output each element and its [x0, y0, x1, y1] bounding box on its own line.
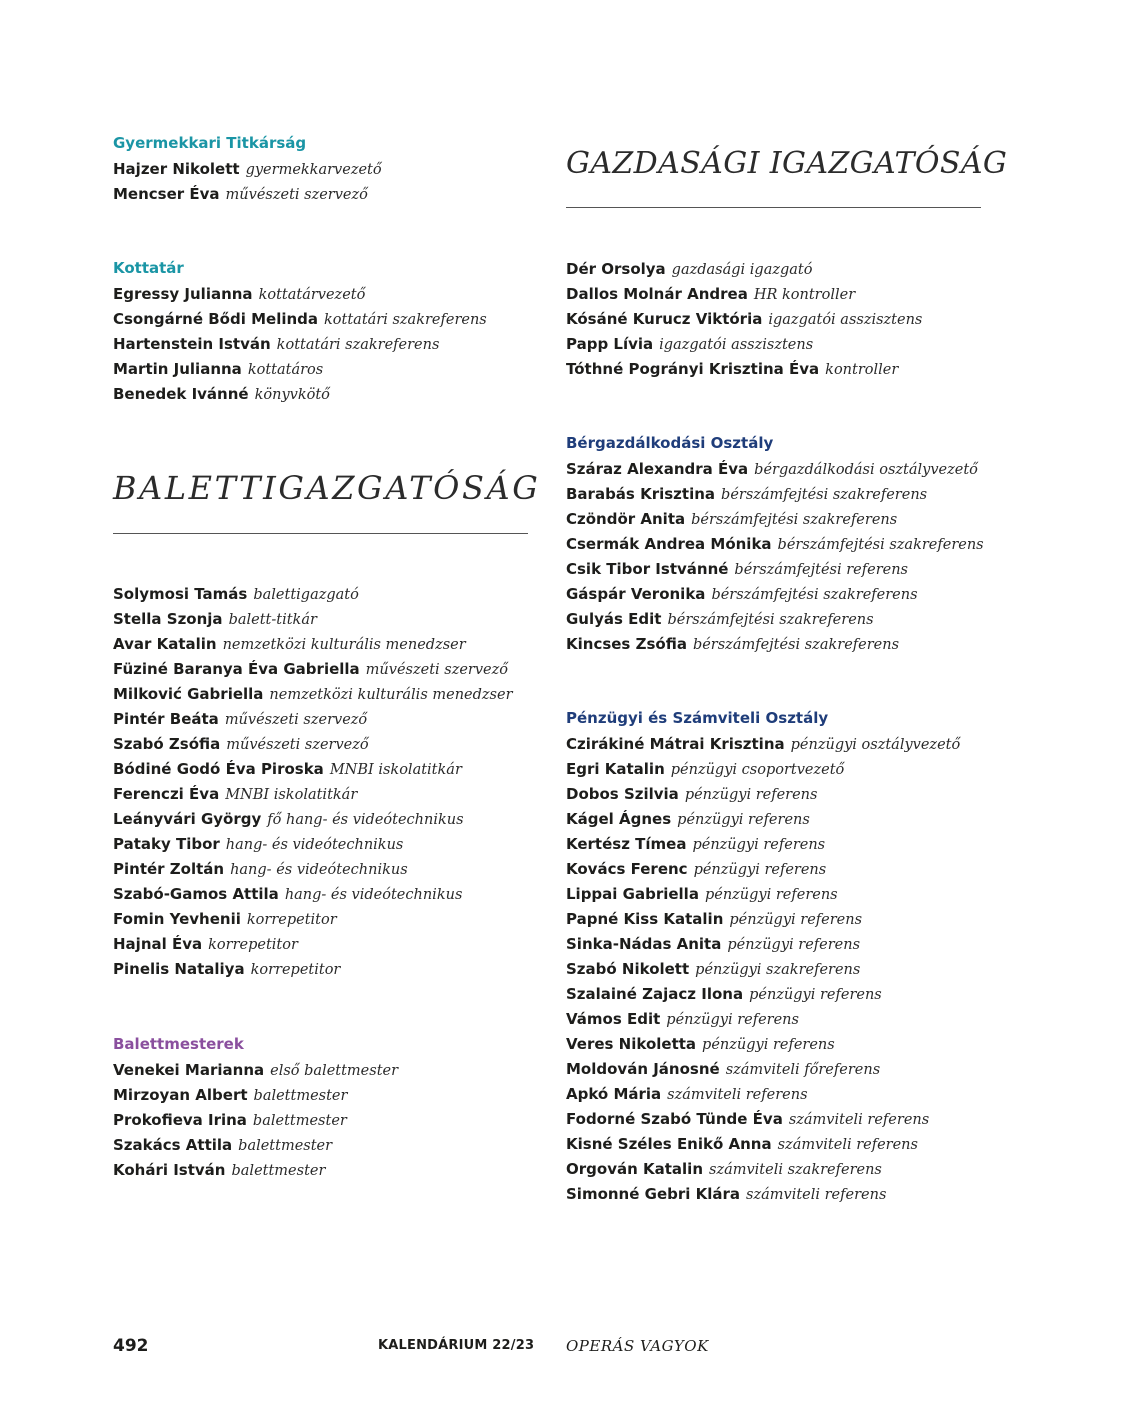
staff-name: Veres Nikoletta — [566, 1035, 697, 1053]
staff-name: Gáspár Veronika — [566, 585, 706, 603]
staff-entry — [113, 156, 533, 181]
staff-name: Kósáné Kurucz Viktória — [566, 310, 763, 328]
staff-role: bérgazdálkodási osztályvezető — [754, 462, 978, 478]
staff-entry — [113, 1107, 533, 1132]
entry-list — [113, 581, 533, 981]
section-bergazdalkodasi-osztaly — [566, 431, 986, 656]
section-heading: Kottatár — [113, 259, 184, 277]
staff-entry — [113, 656, 533, 681]
staff-name: Csongárné Bődi Melinda — [113, 310, 319, 328]
staff-role: pénzügyi referens — [692, 837, 826, 853]
staff-role: igazgatói asszisztens — [659, 337, 814, 353]
staff-entry — [113, 881, 533, 906]
staff-entry — [113, 331, 533, 356]
staff-entry — [113, 281, 533, 306]
staff-name: Kovács Ferenc — [566, 860, 688, 878]
staff-entry — [566, 756, 986, 781]
staff-entry — [113, 581, 533, 606]
staff-entry — [566, 1131, 986, 1156]
staff-name: Pinelis Nataliya — [113, 960, 245, 978]
staff-role: bérszámfejtési szakreferens — [711, 587, 918, 603]
publication-name: KALENDÁRIUM 22/23 — [378, 1338, 535, 1353]
staff-entry — [113, 831, 533, 856]
staff-role: nemzetközi kulturális menedzser — [222, 637, 466, 653]
staff-role: balett-titkár — [228, 612, 317, 628]
staff-entry — [566, 506, 986, 531]
title-divider — [566, 207, 981, 208]
staff-name: Fomin Yevhenii — [113, 910, 241, 928]
staff-name: Dér Orsolya — [566, 260, 666, 278]
staff-role: hang- és videótechnikus — [284, 887, 463, 903]
staff-role: bérszámfejtési szakreferens — [667, 612, 874, 628]
staff-role: korrepetitor — [250, 962, 341, 978]
publication-tagline: OPERÁS VAGYOK — [566, 1337, 709, 1355]
staff-entry — [113, 931, 533, 956]
staff-role: pénzügyi referens — [677, 812, 810, 828]
staff-entry — [113, 681, 533, 706]
department-title-balettigazgatosag: BALETTIGAZGATÓSÁG — [113, 469, 541, 507]
staff-entry — [113, 606, 533, 631]
staff-name: Benedek Ivánné — [113, 385, 249, 403]
staff-name: Orgován Katalin — [566, 1160, 703, 1178]
staff-name: Kisné Széles Enikő Anna — [566, 1135, 772, 1153]
staff-name: Kohári István — [113, 1161, 226, 1179]
staff-name: Simonné Gebri Klára — [566, 1185, 741, 1203]
staff-entry — [113, 906, 533, 931]
staff-role: számviteli főreferens — [725, 1062, 881, 1078]
staff-name: Czöndör Anita — [566, 510, 686, 528]
staff-role: számviteli referens — [788, 1112, 930, 1128]
staff-role: pénzügyi referens — [684, 787, 818, 803]
staff-entry — [566, 906, 986, 931]
staff-entry — [113, 756, 533, 781]
staff-role: pénzügyi referens — [702, 1037, 835, 1053]
staff-name: Vámos Edit — [566, 1010, 661, 1028]
entry-list — [113, 156, 533, 206]
staff-name: Szakács Attila — [113, 1136, 233, 1154]
staff-entry — [566, 306, 986, 331]
entry-list — [566, 731, 986, 1206]
staff-name: Szabó Zsófia — [113, 735, 221, 753]
staff-role: korrepetitor — [246, 912, 337, 928]
staff-entry — [566, 831, 986, 856]
staff-role: hang- és videótechnikus — [225, 837, 404, 853]
section-heading: Gyermekkari Titkárság — [113, 134, 307, 152]
staff-role: pénzügyi referens — [729, 912, 863, 928]
staff-name: Sinka-Nádas Anita — [566, 935, 722, 953]
staff-entry — [113, 956, 533, 981]
section-heading: Balettmesterek — [113, 1035, 244, 1053]
staff-role: balettigazgató — [253, 587, 359, 603]
staff-name: Szabó Nikolett — [566, 960, 690, 978]
staff-entry — [566, 356, 986, 381]
staff-name: Tóthné Pogrányi Krisztina Éva — [566, 360, 820, 378]
staff-entry — [566, 1106, 986, 1131]
staff-name: Papp Lívia — [566, 335, 654, 353]
staff-role: kottatári szakreferens — [276, 337, 440, 353]
staff-role: fő hang- és videótechnikus — [267, 812, 464, 828]
staff-name: Avar Katalin — [113, 635, 217, 653]
staff-name: Pataky Tibor — [113, 835, 220, 853]
department-title-gazdasagi-igazgatosag: GAZDASÁGI IGAZGATÓSÁG — [566, 146, 1008, 181]
staff-role: bérszámfejtési referens — [734, 562, 908, 578]
staff-role: kottatárvezető — [258, 287, 366, 303]
staff-role: korrepetitor — [208, 937, 298, 953]
staff-role: pénzügyi csoportvezető — [670, 762, 845, 778]
staff-role: pénzügyi referens — [666, 1012, 799, 1028]
staff-role: számviteli referens — [667, 1087, 808, 1103]
staff-entry — [566, 481, 986, 506]
staff-name: Kincses Zsófia — [566, 635, 687, 653]
staff-role: nemzetközi kulturális menedzser — [269, 687, 513, 703]
staff-name: Dallos Molnár Andrea — [566, 285, 748, 303]
staff-name: Kágel Ágnes — [566, 810, 672, 828]
section-gazdasagi-igazgatosag-staff — [566, 256, 986, 381]
staff-role: bérszámfejtési szakreferens — [692, 637, 900, 653]
staff-role: pénzügyi szakreferens — [695, 962, 861, 978]
staff-role: első balettmester — [270, 1063, 399, 1079]
staff-name: Lippai Gabriella — [566, 885, 699, 903]
staff-entry — [566, 1006, 986, 1031]
staff-name: Martin Julianna — [113, 360, 242, 378]
staff-name: Mirzoyan Albert — [113, 1086, 248, 1104]
staff-name: Stella Szonja — [113, 610, 223, 628]
page-number: 492 — [113, 1336, 149, 1356]
staff-entry — [566, 881, 986, 906]
staff-entry — [566, 531, 986, 556]
section-gyermekkari-titkarsag — [113, 131, 533, 206]
staff-name: Leányvári György — [113, 810, 262, 828]
staff-entry — [566, 806, 986, 831]
staff-entry — [113, 1132, 533, 1157]
staff-entry — [566, 256, 986, 281]
staff-entry — [113, 306, 533, 331]
staff-name: Ferenczi Éva — [113, 785, 220, 803]
staff-name: Solymosi Tamás — [113, 585, 248, 603]
staff-entry — [566, 631, 986, 656]
staff-name: Gulyás Edit — [566, 610, 662, 628]
staff-name: Milković Gabriella — [113, 685, 264, 703]
staff-entry — [566, 781, 986, 806]
staff-name: Venekei Marianna — [113, 1061, 265, 1079]
staff-name: Moldován Jánosné — [566, 1060, 720, 1078]
staff-role: pénzügyi referens — [693, 862, 827, 878]
staff-role: igazgatói asszisztens — [768, 312, 923, 328]
staff-entry — [566, 1156, 986, 1181]
staff-role: könyvkötő — [254, 387, 330, 403]
staff-role: bérszámfejtési szakreferens — [777, 537, 984, 553]
staff-role: MNBI iskolatitkár — [329, 762, 462, 778]
staff-name: Csik Tibor Istvánné — [566, 560, 729, 578]
staff-entry — [113, 706, 533, 731]
staff-role: számviteli referens — [777, 1137, 918, 1153]
staff-name: Pintér Beáta — [113, 710, 219, 728]
staff-role: számviteli referens — [746, 1187, 887, 1203]
staff-role: művészeti szervező — [225, 187, 368, 203]
staff-entry — [113, 806, 533, 831]
staff-name: Száraz Alexandra Éva — [566, 460, 749, 478]
staff-role: bérszámfejtési szakreferens — [721, 487, 928, 503]
staff-name: Barabás Krisztina — [566, 485, 716, 503]
staff-entry — [566, 981, 986, 1006]
staff-entry — [566, 281, 986, 306]
staff-entry — [113, 356, 533, 381]
staff-name: Fodorné Szabó Tünde Éva — [566, 1110, 783, 1128]
staff-name: Hajzer Nikolett — [113, 160, 240, 178]
section-heading: Bérgazdálkodási Osztály — [566, 434, 774, 452]
staff-entry — [566, 1081, 986, 1106]
staff-entry — [113, 631, 533, 656]
staff-entry — [566, 1031, 986, 1056]
entry-list — [566, 256, 986, 381]
staff-entry — [566, 856, 986, 881]
staff-entry — [566, 956, 986, 981]
staff-entry — [113, 181, 533, 206]
staff-role: pénzügyi referens — [727, 937, 861, 953]
staff-entry — [566, 606, 986, 631]
entry-list — [566, 456, 986, 656]
staff-name: Hartenstein István — [113, 335, 271, 353]
entry-list — [113, 281, 533, 406]
staff-name: Hajnal Éva — [113, 935, 203, 953]
staff-entry — [113, 781, 533, 806]
section-heading: Pénzügyi és Számviteli Osztály — [566, 709, 829, 727]
staff-role: gyermekkarvezető — [245, 162, 382, 178]
staff-role: HR kontroller — [753, 287, 856, 303]
staff-entry — [566, 1056, 986, 1081]
staff-entry — [566, 731, 986, 756]
staff-name: Egri Katalin — [566, 760, 665, 778]
staff-role: kontroller — [825, 362, 899, 378]
staff-entry — [566, 331, 986, 356]
staff-role: művészeti szervező — [365, 662, 509, 678]
staff-entry — [566, 456, 986, 481]
section-kottatar — [113, 256, 533, 406]
staff-role: balettmester — [252, 1113, 347, 1129]
staff-role: balettmester — [238, 1138, 333, 1154]
staff-entry — [113, 1157, 533, 1182]
staff-name: Szalainé Zajacz Ilona — [566, 985, 744, 1003]
staff-entry — [566, 581, 986, 606]
staff-name: Csermák Andrea Mónika — [566, 535, 772, 553]
staff-entry — [113, 731, 533, 756]
entry-list — [113, 1057, 533, 1182]
section-balettigazgatosag-staff — [113, 581, 533, 981]
staff-role: művészeti szervező — [224, 712, 368, 728]
staff-entry — [113, 1057, 533, 1082]
staff-entry — [113, 856, 533, 881]
staff-role: pénzügyi referens — [749, 987, 882, 1003]
staff-name: Kertész Tímea — [566, 835, 687, 853]
staff-entry — [566, 556, 986, 581]
staff-role: számviteli szakreferens — [709, 1162, 882, 1178]
staff-name: Papné Kiss Katalin — [566, 910, 724, 928]
staff-role: MNBI iskolatitkár — [225, 787, 358, 803]
staff-entry — [566, 1181, 986, 1206]
section-balettmesterek — [113, 1032, 533, 1182]
staff-role: hang- és videótechnikus — [230, 862, 408, 878]
page-footer — [113, 1333, 713, 1359]
staff-role: balettmester — [231, 1163, 326, 1179]
staff-name: Szabó-Gamos Attila — [113, 885, 279, 903]
staff-name: Pintér Zoltán — [113, 860, 225, 878]
staff-role: gazdasági igazgató — [671, 262, 813, 278]
staff-entry — [566, 931, 986, 956]
staff-entry — [113, 381, 533, 406]
staff-name: Czirákiné Mátrai Krisztina — [566, 735, 785, 753]
staff-entry — [113, 1082, 533, 1107]
staff-name: Dobos Szilvia — [566, 785, 679, 803]
staff-name: Bódiné Godó Éva Piroska — [113, 760, 324, 778]
staff-name: Füziné Baranya Éva Gabriella — [113, 660, 360, 678]
staff-name: Egressy Julianna — [113, 285, 253, 303]
staff-name: Prokofieva Irina — [113, 1111, 247, 1129]
staff-name: Mencser Éva — [113, 185, 220, 203]
section-penzugyi-es-szamviteli-osztaly — [566, 706, 986, 1206]
staff-role: művészeti szervező — [226, 737, 369, 753]
title-divider — [113, 533, 528, 534]
staff-role: balettmester — [253, 1088, 348, 1104]
staff-role: pénzügyi osztályvezető — [790, 737, 961, 753]
staff-role: bérszámfejtési szakreferens — [691, 512, 898, 528]
staff-name: Apkó Mária — [566, 1085, 662, 1103]
staff-role: pénzügyi referens — [704, 887, 838, 903]
staff-role: kottatáros — [247, 362, 324, 378]
staff-role: kottatári szakreferens — [324, 312, 487, 328]
